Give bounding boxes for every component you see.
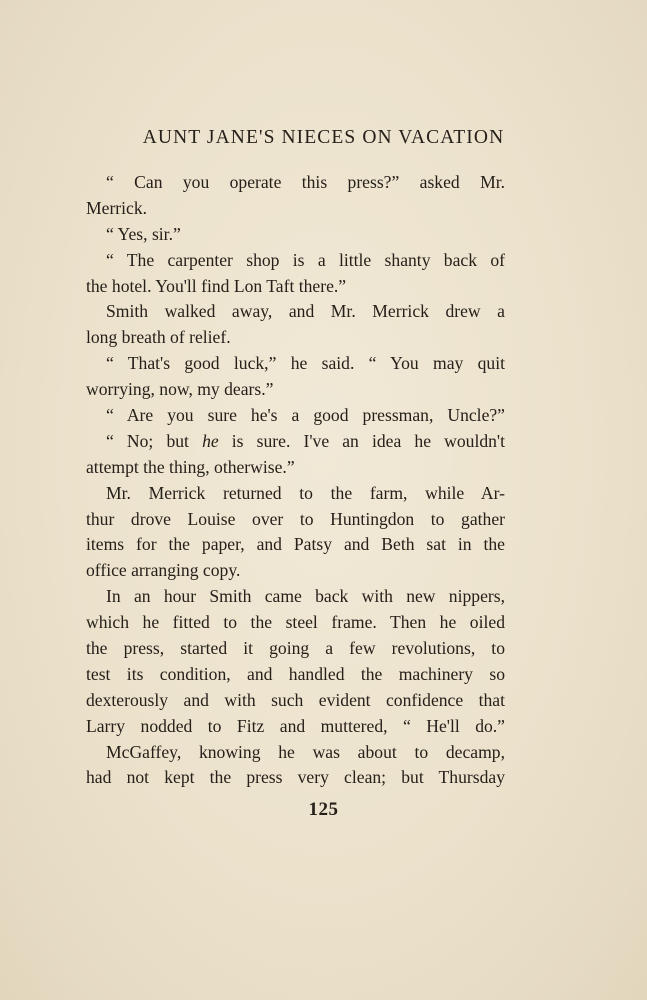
text-line: had not kept the press very clean; but Thursday	[86, 767, 505, 788]
text-line: Merrick.	[86, 197, 148, 218]
text-line: “ Can you operate this press?” asked Mr.	[106, 172, 505, 192]
text-line: long breath of relief.	[86, 327, 231, 348]
text-line: Mr. Merrick returned to the farm, while Ar-	[106, 482, 505, 503]
text-line: worrying, now, my dears.”	[86, 379, 274, 400]
running-head: AUNT JANE'S NIECES ON VACATION	[142, 127, 505, 148]
italic-run: he	[202, 430, 219, 451]
text-line: “ Are you sure he's a good pressman, Uncle?”	[106, 405, 505, 426]
page-number: 125	[308, 799, 339, 820]
text-line: “ Yes, sir.”	[106, 223, 181, 244]
body-text	[86, 170, 505, 791]
text-line: Larry nodded to Fitz and muttered, “ He'll do.”	[86, 715, 505, 736]
text-line: McGaffey, knowing he was about to decamp,	[106, 741, 505, 762]
text-run: “ No; but	[106, 430, 203, 451]
text-line: “ That's good luck,” he said. “ You may quit	[106, 353, 505, 374]
text-line: “ The carpenter shop is a little shanty back of	[106, 249, 505, 270]
text-run: is sure. I've an idea he wouldn't	[218, 430, 505, 451]
text-line: test its condition, and handled the machinery so	[86, 663, 505, 684]
text-line: office arranging copy.	[86, 560, 241, 581]
text-line: thur drove Louise over to Huntingdon to gather	[86, 508, 505, 529]
text-line: dexterously and with such evident confidence that	[86, 689, 505, 710]
text-line: the hotel. You'll find Lon Taft there.”	[86, 275, 347, 296]
text-line	[86, 429, 505, 455]
text-line: Smith walked away, and Mr. Merrick drew a	[106, 301, 505, 322]
text-line: the press, started it going a few revolutions, to	[86, 638, 505, 659]
text-line: which he fitted to the steel frame. Then he oiled	[86, 612, 505, 633]
text-line: In an hour Smith came back with new nippers,	[106, 586, 505, 607]
text-line: attempt the thing, otherwise.”	[86, 456, 295, 477]
text-line: items for the paper, and Patsy and Beth sat in the	[86, 534, 505, 555]
